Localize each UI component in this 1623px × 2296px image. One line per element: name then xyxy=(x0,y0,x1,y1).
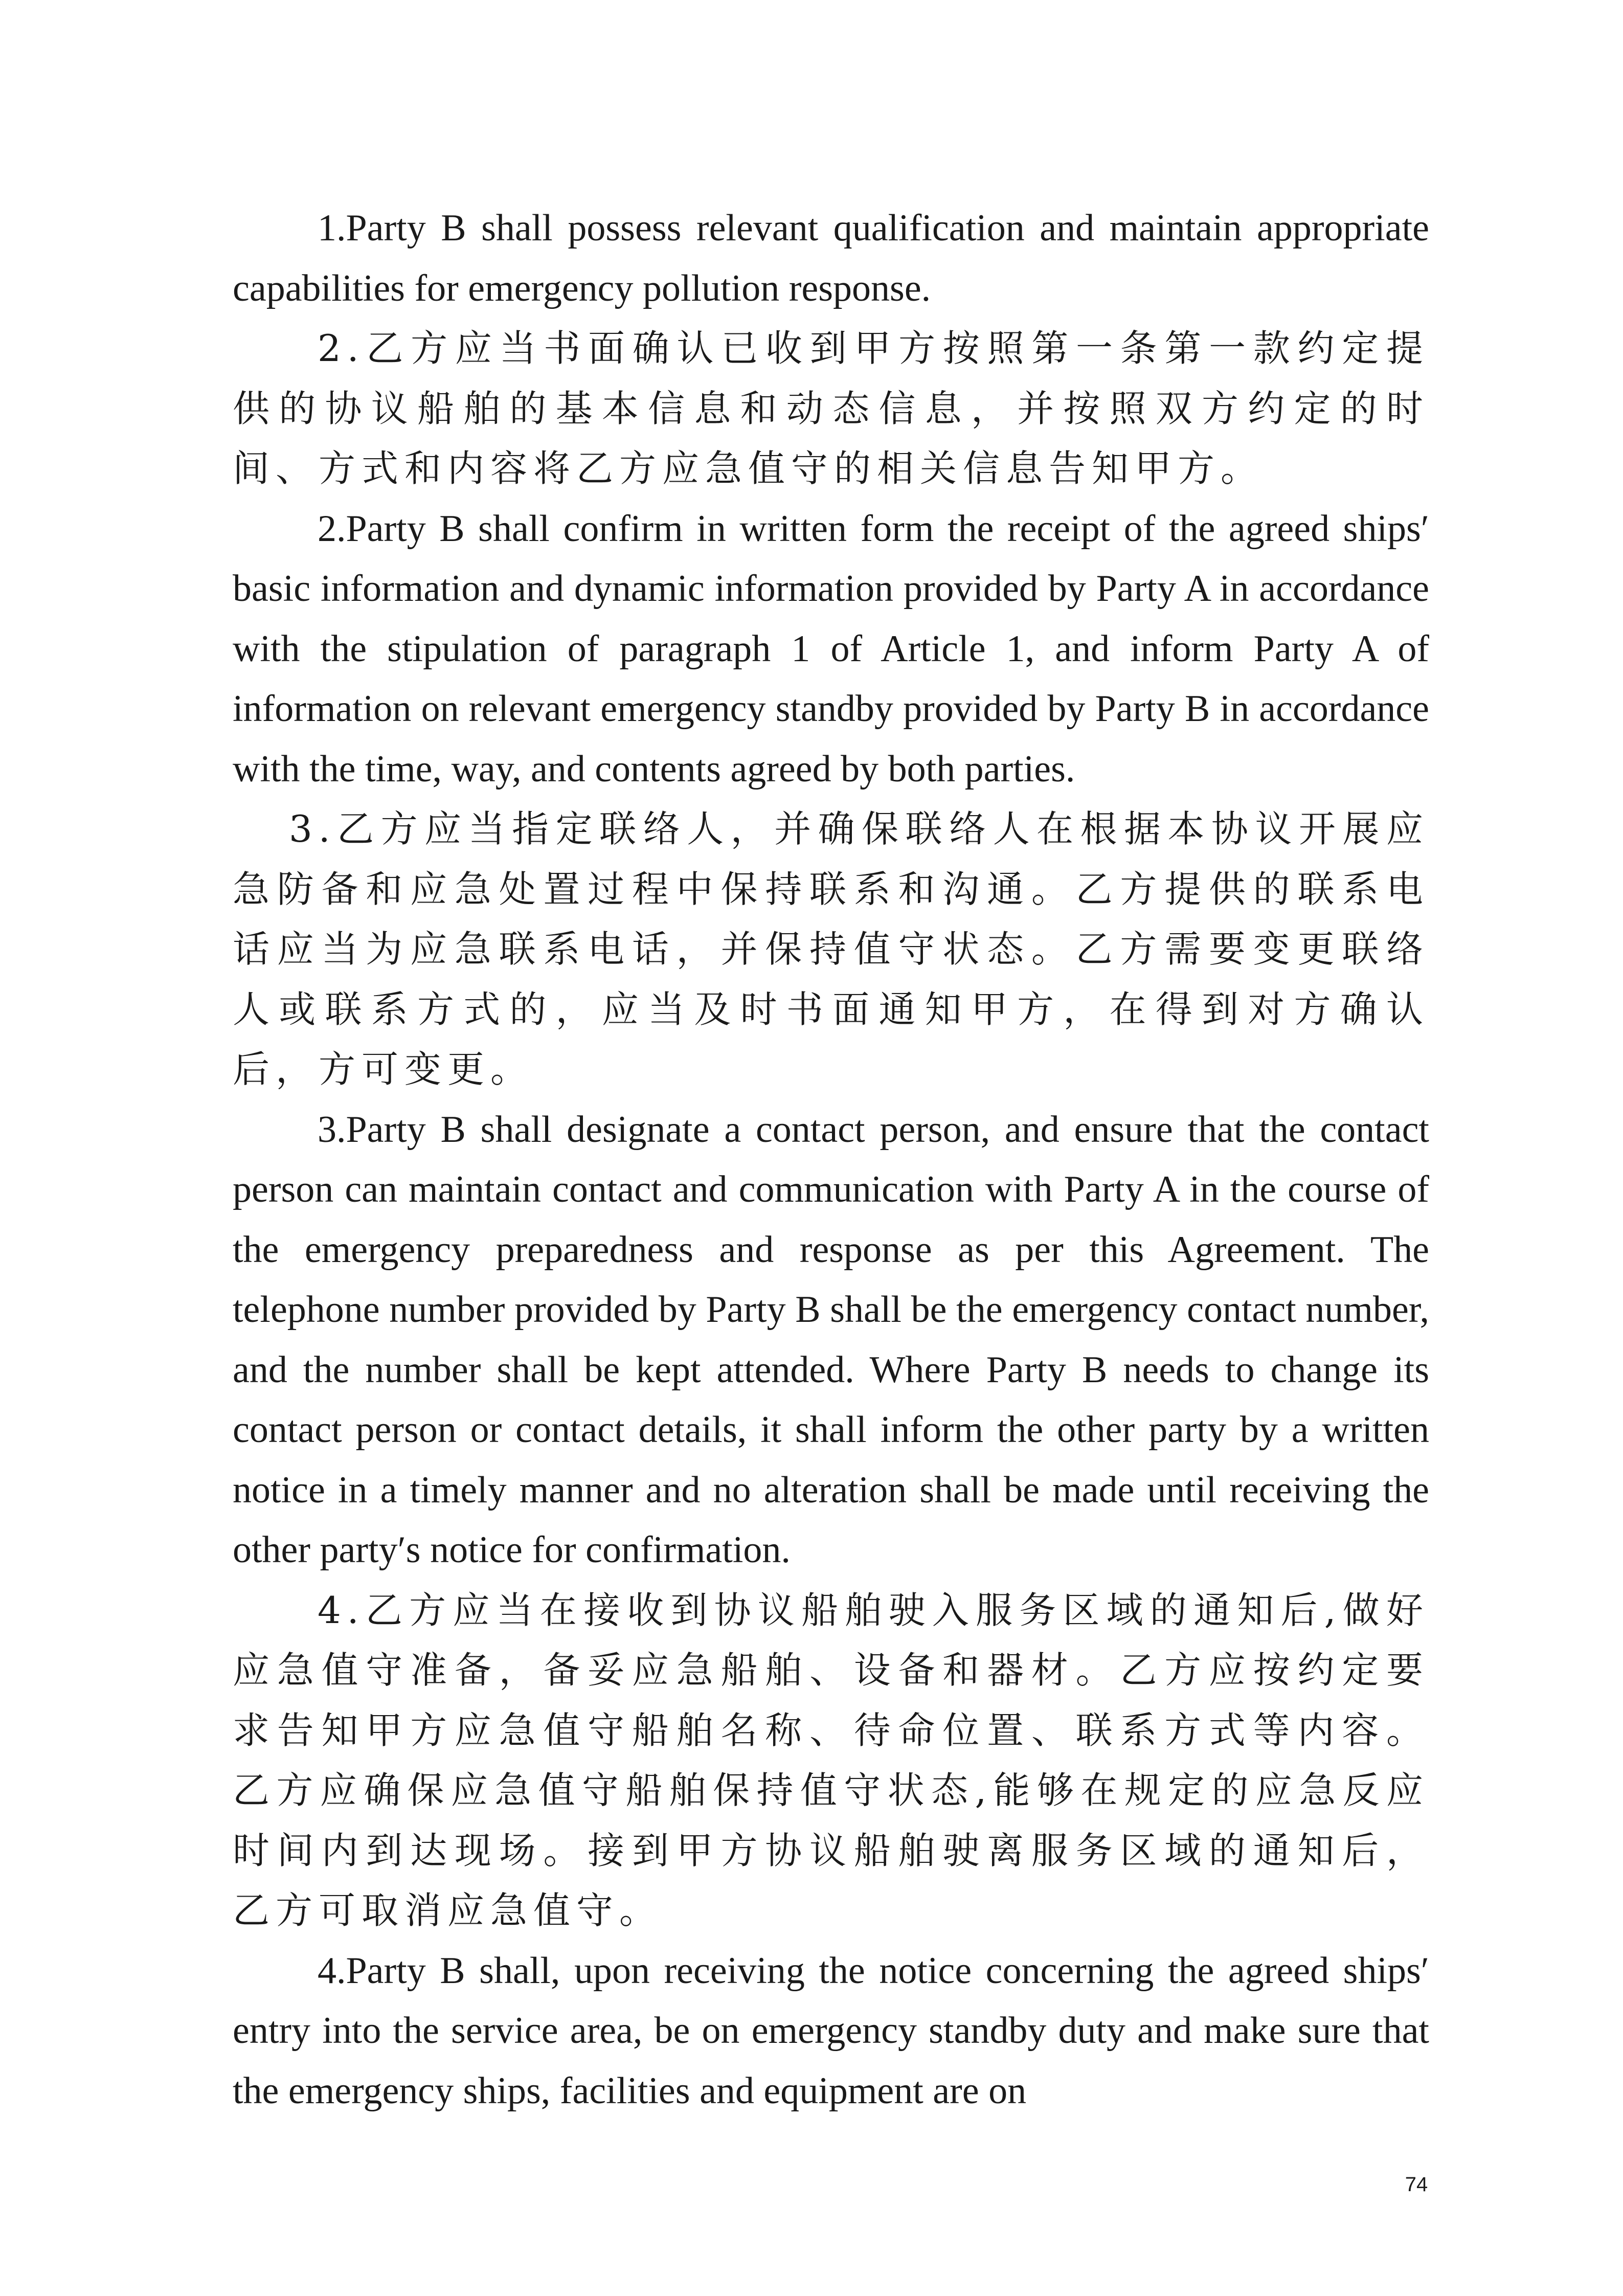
paragraph-en-3: 3.Party B shall designate a contact person, and ensure that the contact person can maintain contact and communication with Party A in the course of the emergency preparedness and response as per this Agreement. The telephone number provided by Party B shall be the emergency contact number, and the number shall be kept attended. Where Party B needs to change its contact person or contact details, it shall inform the other party by a written notice in a timely manner and no alteration shall be made until receiving the other party′s notice for confirmation. xyxy=(233,1108,1429,1571)
paragraph-en-1: 1.Party B shall possess relevant qualification and maintain appropriate capabilities for emergency pollution response. xyxy=(233,207,1429,309)
paragraph-zh-2: 2.乙方应当书面确认已收到甲方按照第一条第一款约定提供的协议船舶的基本信息和动态信息，并按照双方约定的时间、方式和内容将乙方应急值守的相关信息告知甲方。 xyxy=(233,327,1429,490)
paragraph-en-2: 2.Party B shall confirm in written form the receipt of the agreed ships′ basic information and dynamic information provided by Party A in accordance with the stipulation of paragraph 1 of Article 1, and inform Party A of information on relevant emergency standby provided by Party B in accordance with the time, way, and contents agreed by both parties. xyxy=(233,507,1429,790)
page-number: 74 xyxy=(1405,2173,1428,2196)
document-body xyxy=(233,198,1429,2121)
paragraph-zh-4: 4.乙方应当在接收到协议船舶驶入服务区域的通知后,做好应急值守准备，备妥应急船舶、设备和器材。乙方应按约定要求告知甲方应急值守船舶名称、待命位置、联系方式等内容。乙方应确保应急值守船舶保持值守状态,能够在规定的应急反应时间内到达现场。接到甲方协议船舶驶离服务区域的通知后，乙方可取消应急值守。 xyxy=(233,1588,1429,1932)
paragraph-zh-3: 3.乙方应当指定联络人，并确保联络人在根据本协议开展应急防备和应急处置过程中保持联系和沟通。乙方提供的联系电话应当为应急联系电话，并保持值守状态。乙方需要变更联络人或联系方式的，应当及时书面通知甲方，在得到对方确认后，方可变更。 xyxy=(233,807,1429,1091)
paragraph-en-4: 4.Party B shall, upon receiving the notice concerning the agreed ships′ entry into the service area, be on emergency standby duty and make sure that the emergency ships, facilities and equipment are on xyxy=(233,1949,1429,2112)
